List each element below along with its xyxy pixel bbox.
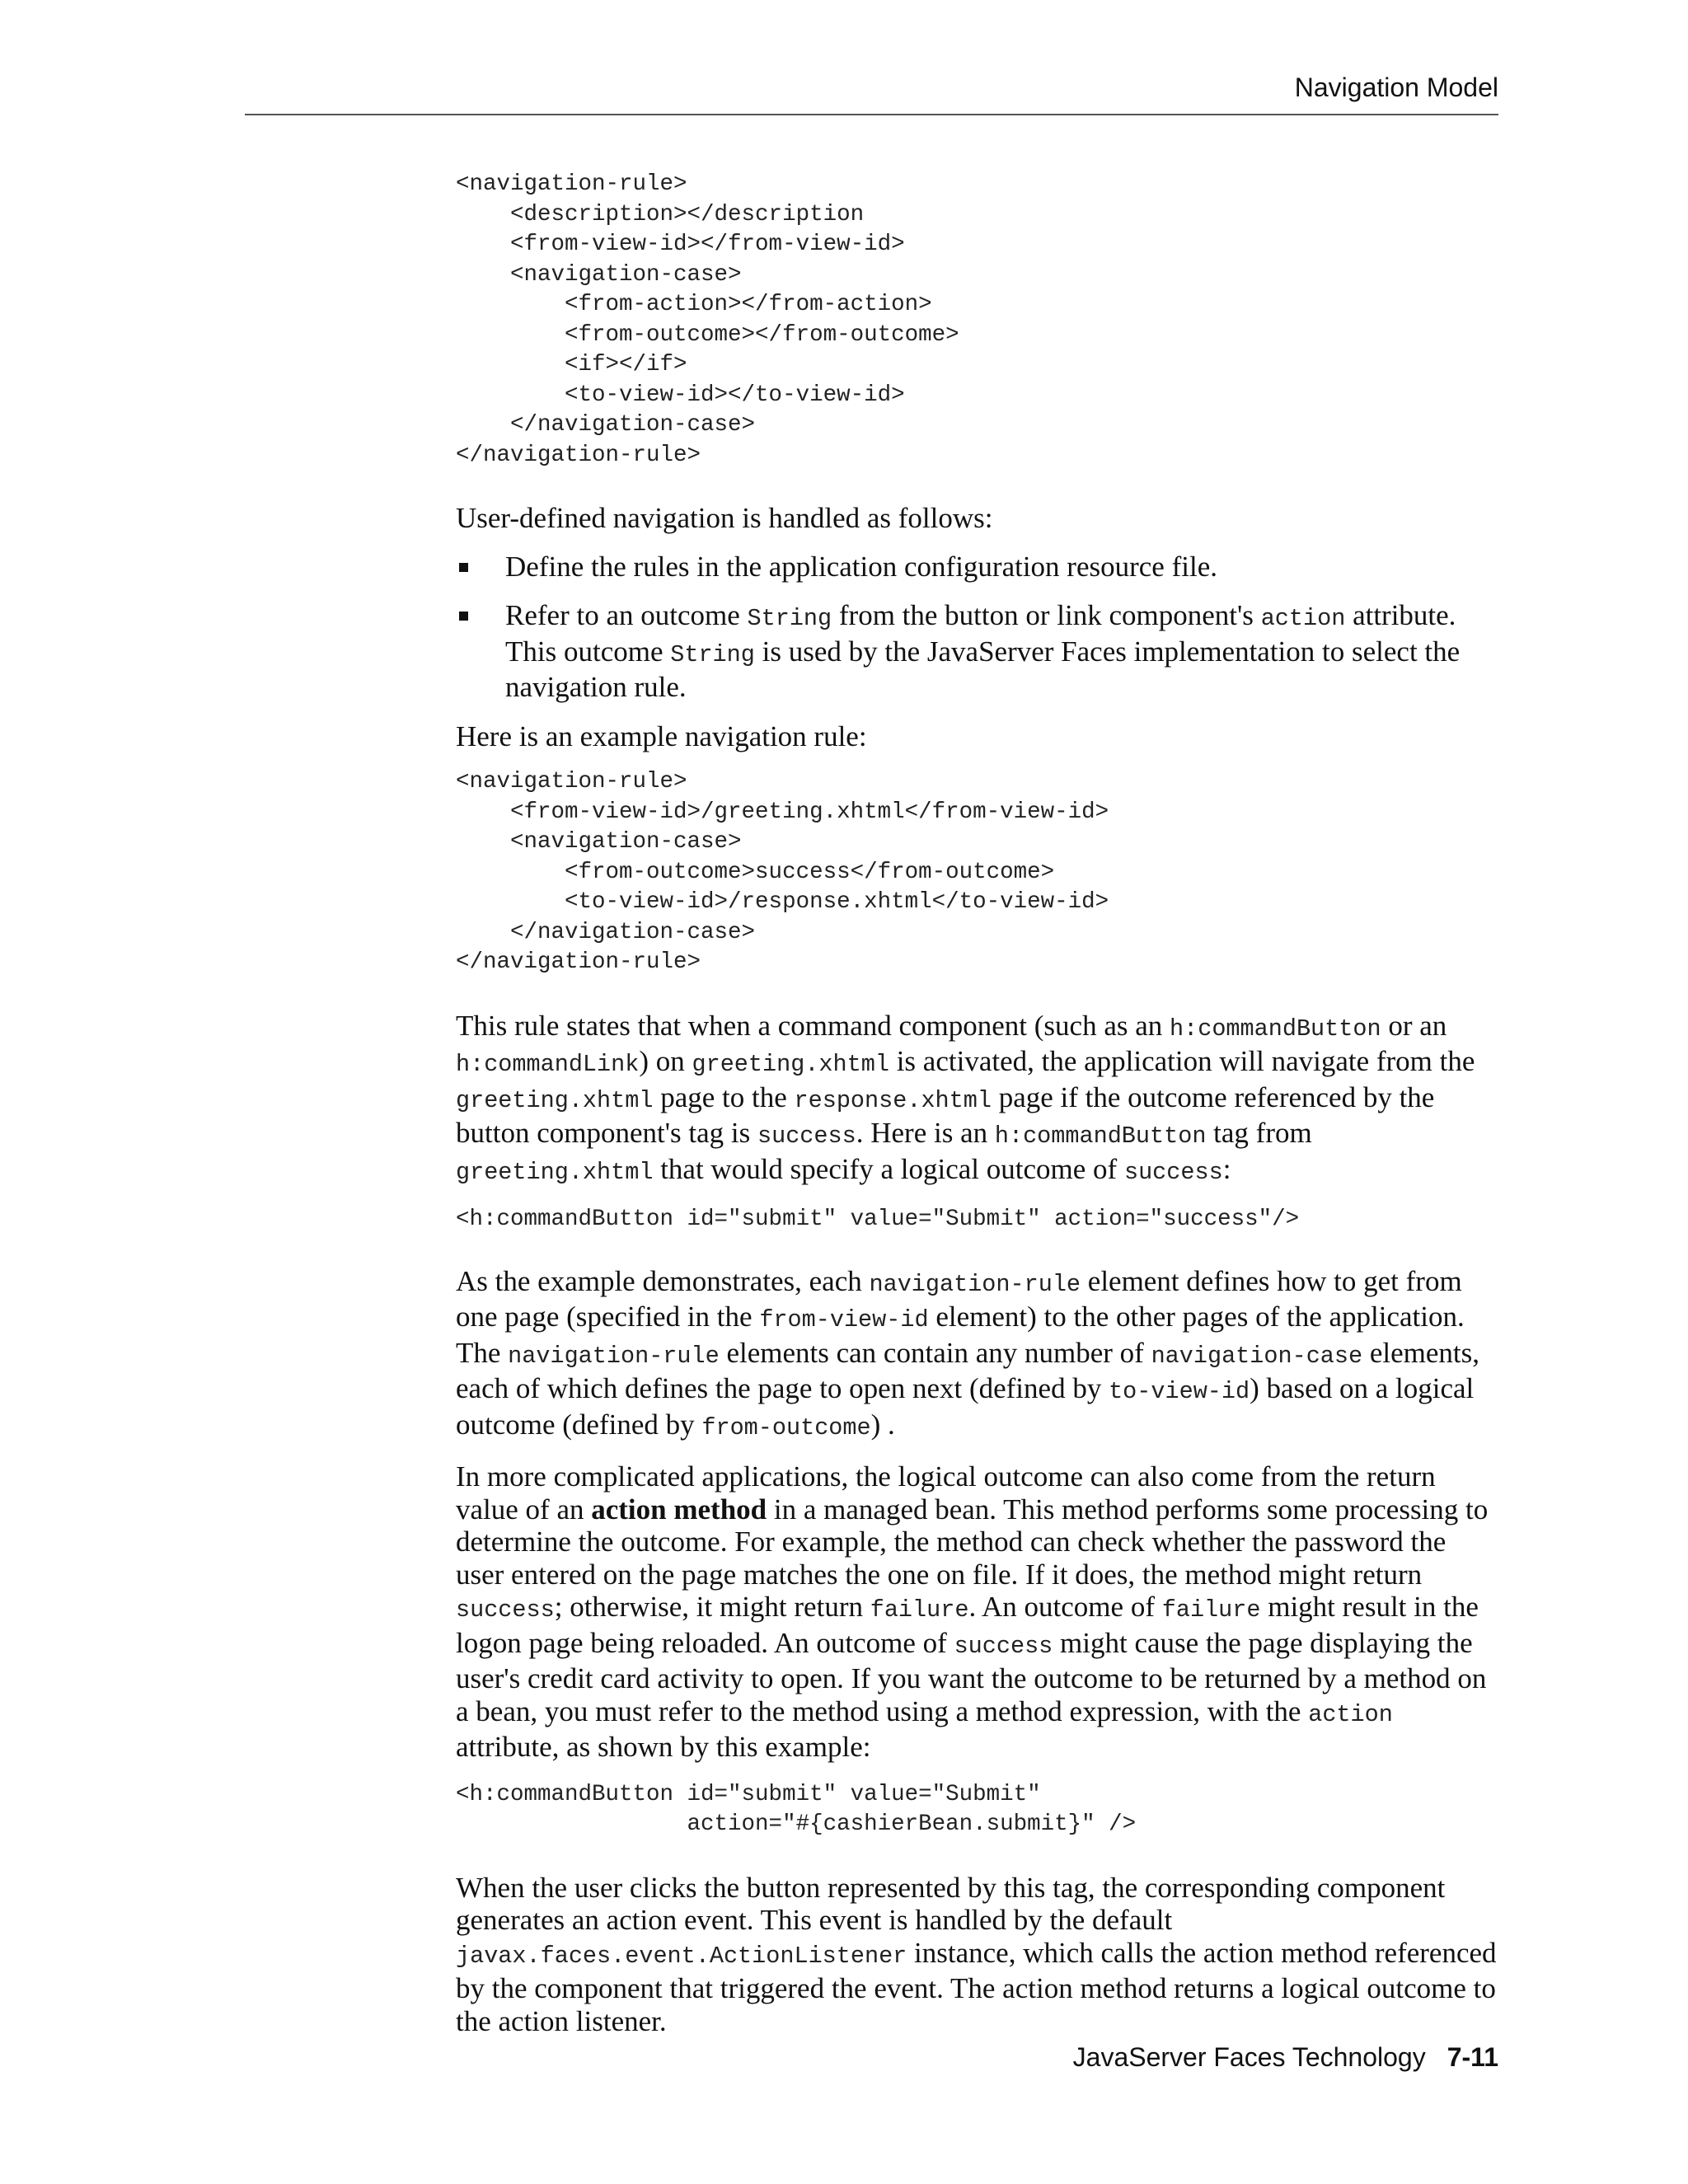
code-term: navigation-case (1151, 1342, 1363, 1370)
code-term: from-outcome (701, 1413, 871, 1441)
paragraph-action-event (456, 1872, 1498, 2038)
paragraph-rule-explanation (456, 1010, 1498, 1189)
text-run: elements, each of which defines the page to open next (defined by (456, 1336, 1480, 1404)
code-term: greeting.xhtml (456, 1158, 654, 1186)
running-footer (1073, 2042, 1498, 2073)
text-run: is used by the JavaServer Faces implementation to select the navigation rule. (505, 635, 1461, 703)
code-term: success (1123, 1158, 1223, 1186)
paragraph-navigation-rule-elements (456, 1265, 1498, 1445)
text-run: or an (1381, 1009, 1447, 1042)
header-divider (245, 114, 1498, 115)
bullet-list (456, 551, 1498, 704)
code-term: success (757, 1122, 856, 1150)
bullet-item-define-rules (456, 551, 1498, 583)
code-term: failure (1161, 1596, 1261, 1624)
text-run: ) based on a logical outcome (defined by (456, 1372, 1475, 1441)
code-term: greeting.xhtml (692, 1051, 889, 1078)
text-run: . An outcome of (968, 1591, 1162, 1623)
square-bullet-icon (459, 612, 468, 621)
text-run: When the user clicks the button represented by this tag, the corresponding component generates an action event. This event is handled by the default (456, 1871, 1446, 1936)
text-run: Refer to an outcome (505, 599, 748, 631)
code-term: navigation-rule (508, 1342, 720, 1370)
text-run: ) on (639, 1045, 692, 1077)
code-term: action (1308, 1700, 1393, 1728)
code-term: javax.faces.event.ActionListener (456, 1942, 907, 1970)
code-term: response.xhtml (794, 1086, 992, 1114)
code-block-navigation-rule-template: <navigation-rule> <description></description <from-view-id></from-view-id> <navigation-case> <from-action></from-action> <from-outcome></from-outcome> <if></if> <to-view-id></to-view-id> </navigation-case> </navigation-rule> (456, 171, 959, 468)
code-term: action (1260, 605, 1346, 632)
code-term: String (747, 605, 832, 632)
text-run: . Here is an (856, 1117, 995, 1149)
text-run: tag from (1206, 1117, 1312, 1149)
text-run: might result in the logon page being reloaded. An outcome of (456, 1591, 1479, 1659)
text-run: : (1222, 1152, 1231, 1185)
bullet-item-refer-outcome (456, 599, 1498, 704)
paragraph-action-method (456, 1460, 1498, 1764)
square-bullet-icon (459, 563, 468, 572)
text-run: in a managed bean. This method performs some processing to determine the outcome. For example, the method can check whether the password the user entered on the page matches the one on file. If it does, the method might return (456, 1493, 1489, 1591)
code-term: h:commandButton (1170, 1015, 1381, 1043)
code-term: success (456, 1596, 555, 1624)
code-term: failure (870, 1596, 969, 1624)
bold-term: action method (591, 1493, 767, 1526)
text-run: attribute. This outcome (505, 599, 1456, 668)
text-run: ; otherwise, it might return (554, 1591, 870, 1623)
text-run: In more complicated applications, the logical outcome can also come from the return value of an (456, 1460, 1436, 1526)
paragraph-intro: User-defined navigation is handled as follows: (456, 502, 993, 534)
text-run: that would specify a logical outcome of (653, 1152, 1124, 1185)
code-term: h:commandLink (456, 1051, 640, 1078)
bullet-text: Define the rules in the application configuration resource file. (505, 550, 1217, 583)
paragraph-example-heading: Here is an example navigation rule: (456, 719, 867, 752)
text-run: is activated, the application will navigate from the (889, 1045, 1475, 1077)
text-run: from the button or link component's (832, 599, 1261, 631)
text-run: element) to the other pages of the application. The (456, 1301, 1465, 1369)
footer-title: JavaServer Faces Technology (1072, 2042, 1426, 2072)
code-term: from-view-id (759, 1306, 929, 1333)
code-block-navigation-rule-example: <navigation-rule> <from-view-id>/greeting.xhtml</from-view-id> <navigation-case> <from-outcome>success</from-outcome> <to-view-id>/response.xhtml</to-view-id> </navigation-case> </navigation-rule> (456, 769, 1109, 975)
code-term: to-view-id (1109, 1378, 1250, 1405)
text-run: As the example demonstrates, each (456, 1264, 870, 1297)
code-term: navigation-rule (869, 1270, 1081, 1298)
text-run: instance, which calls the action method referenced by the component that triggered the event. The action method returns a logical outcome to the action listener. (456, 1936, 1497, 2037)
text-run: ) . (870, 1408, 895, 1441)
code-term: h:commandButton (994, 1122, 1207, 1150)
text-run: page to the (653, 1080, 795, 1113)
text-run: page if the outcome referenced by the button component's tag is (456, 1080, 1435, 1149)
code-block-command-button: <h:commandButton id="submit" value="Submit" action="success"/> (456, 1207, 1300, 1232)
code-term: greeting.xhtml (456, 1086, 654, 1114)
code-term: success (954, 1632, 1053, 1660)
text-run: This rule states that when a command component (such as an (456, 1009, 1170, 1042)
text-run: elements can contain any number of (719, 1336, 1151, 1369)
page-number: 7-11 (1447, 2042, 1498, 2072)
code-block-method-expression: <h:commandButton id="submit" value="Submit" action="#{cashierBean.submit}" /> (456, 1781, 1137, 1837)
page-content (456, 170, 1498, 2037)
running-header: Navigation Model (1294, 73, 1498, 102)
text-run: attribute, as shown by this example: (456, 1731, 871, 1763)
text-run: might cause the page displaying the user's credit card activity to open. If you want the outcome to be returned by a method on a bean, you must refer to the method using a method expression, with the (456, 1626, 1487, 1727)
text-run: element defines how to get from one page (specified in the (456, 1264, 1462, 1333)
code-term: String (670, 640, 755, 668)
